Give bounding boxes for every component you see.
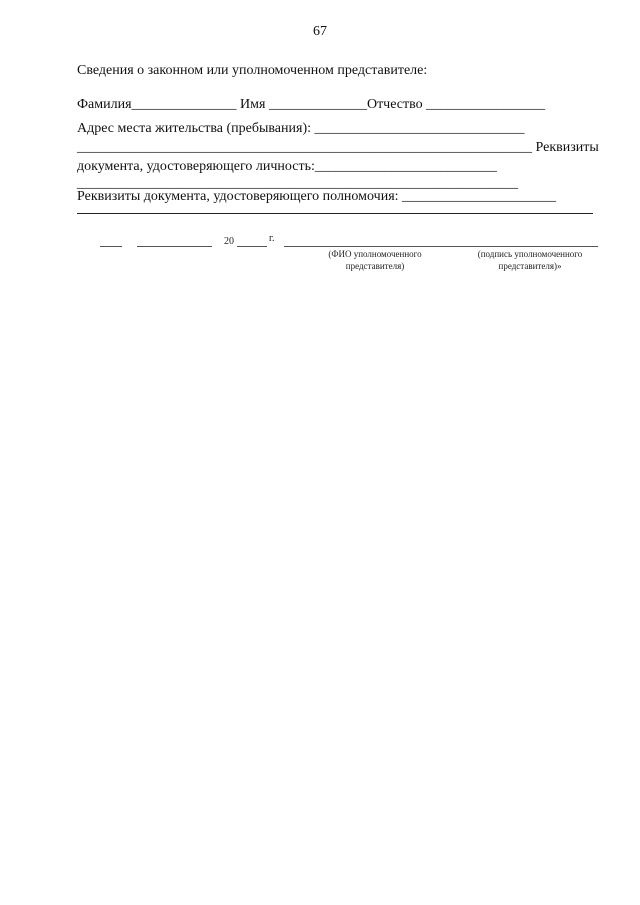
page-number: 67	[313, 24, 327, 39]
identity-document-row: документа, удостоверяющего личность:__________________________	[77, 159, 497, 174]
fio-caption-line-1: (ФИО уполномоченного	[328, 249, 422, 259]
address-row-continued: _________________________________________________________________ Реквизиты	[77, 140, 599, 155]
section-heading: Сведения о законном или уполномоченном представителе:	[77, 63, 428, 78]
fio-row: Фамилия_______________ Имя ______________Отчество _________________	[77, 97, 546, 112]
address-row: Адрес места жительства (пребывания): ______________________________	[77, 121, 525, 136]
year-prefix: 20	[224, 236, 234, 247]
authority-document-row: Реквизиты документа, удостоверяющего полномочия: ______________________	[77, 189, 557, 204]
authority-document-blank-line	[77, 213, 593, 214]
year-suffix: г.	[269, 233, 275, 244]
year-blank-line	[237, 246, 267, 247]
signature-blank-line	[284, 246, 598, 247]
month-blank-line	[137, 246, 212, 247]
fio-caption	[300, 248, 450, 272]
signature-caption	[455, 248, 605, 272]
identity-document-row-continued: _______________________________________________________________	[77, 176, 518, 191]
signature-caption-line-1: (подпись уполномоченного	[477, 249, 583, 259]
fio-caption-line-2: представителя)	[345, 261, 405, 271]
day-blank-line	[100, 246, 122, 247]
signature-caption-line-2: представителя)»	[498, 261, 562, 271]
